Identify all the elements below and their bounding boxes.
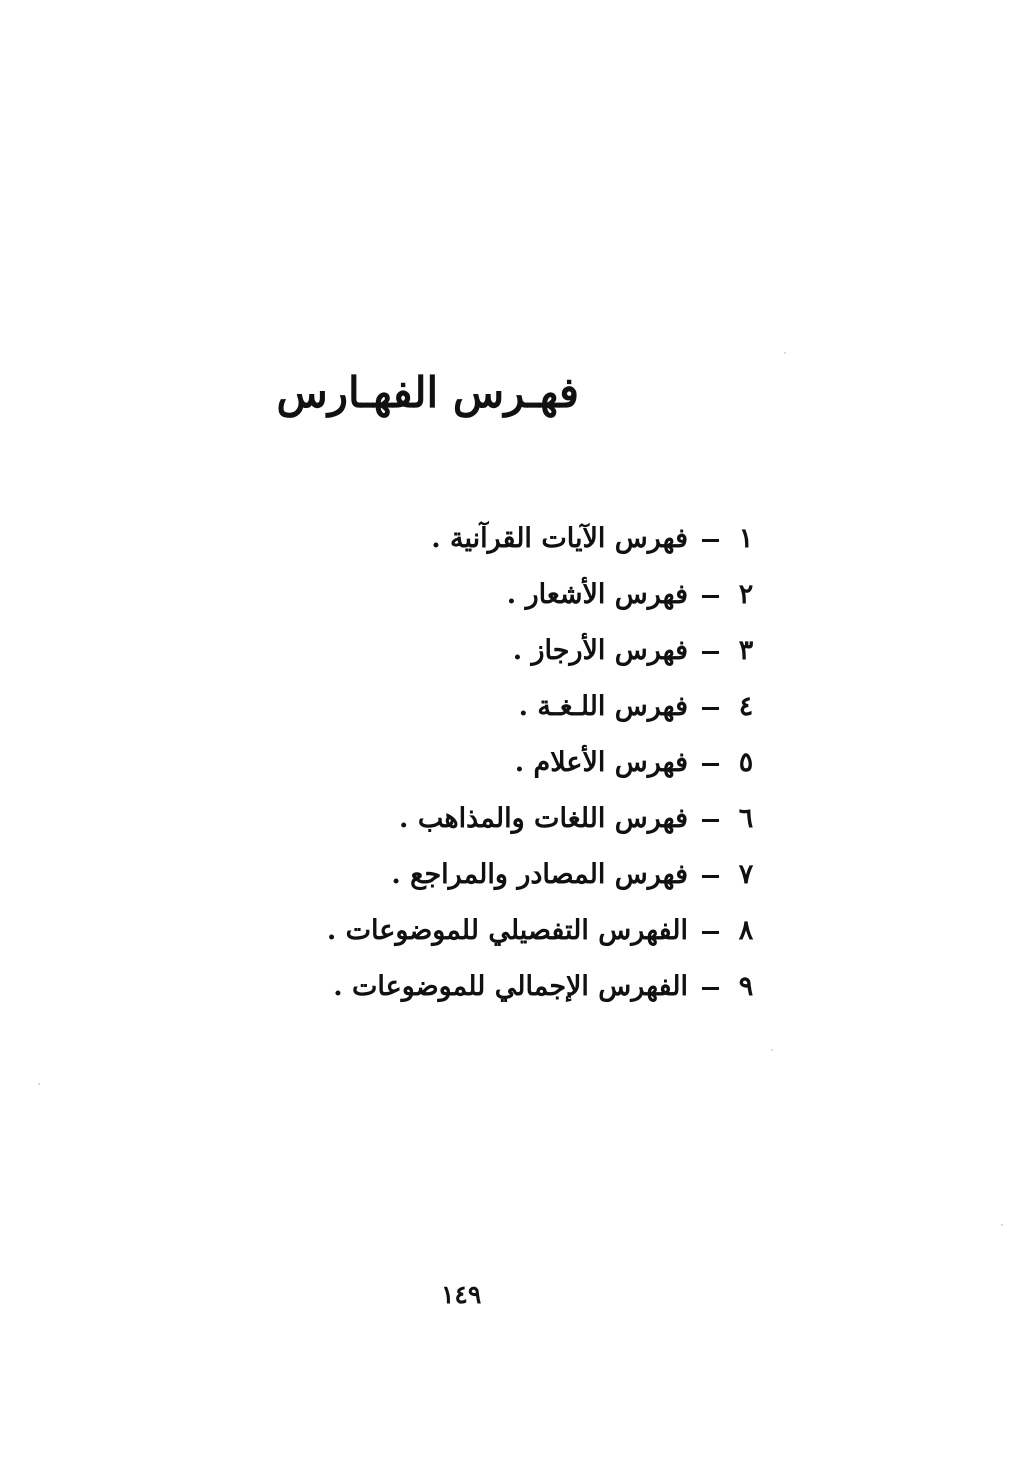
- index-item-label: الفهرس التفصيلي للموضوعات .: [326, 914, 688, 946]
- index-item-label: الفهرس الإجمالي للموضوعات .: [333, 970, 688, 1002]
- index-item-number: ٥: [738, 746, 754, 778]
- dash-separator: [702, 539, 719, 542]
- scan-speck: [771, 1049, 773, 1051]
- dash-separator: [702, 707, 719, 710]
- scan-speck: [38, 1083, 40, 1085]
- dash-separator: [702, 819, 719, 822]
- index-item-label: فهرس اللـغـة .: [518, 690, 688, 722]
- scan-speck: [784, 352, 786, 354]
- index-item-number: ٩: [738, 970, 754, 1002]
- index-item-label: فهرس الأرجاز .: [512, 634, 688, 666]
- index-item-number: ٧: [738, 858, 754, 890]
- index-item-number: ٢: [738, 578, 754, 610]
- page-title: فهـرس الفهـارس: [276, 368, 579, 417]
- page-number: ١٤٩: [441, 1280, 482, 1309]
- index-item: [327, 790, 757, 846]
- index-item-label: فهرس الأعلام .: [514, 746, 688, 778]
- index-item: [327, 902, 757, 958]
- index-item: [327, 846, 757, 902]
- index-item-label: فهرس المصادر والمراجع .: [391, 858, 688, 890]
- index-item-number: ٤: [738, 690, 754, 722]
- index-item: [327, 622, 757, 678]
- index-item: [327, 958, 757, 1014]
- index-item-label: فهرس الأشعار .: [506, 578, 688, 610]
- dash-separator: [702, 763, 719, 766]
- index-item-label: فهرس الآيات القرآنية .: [431, 522, 688, 554]
- index-item-number: ١: [738, 522, 754, 554]
- index-item: [327, 510, 757, 566]
- index-item-number: ٣: [738, 634, 754, 666]
- index-item-label: فهرس اللغات والمذاهب .: [399, 802, 688, 834]
- dash-separator: [702, 987, 719, 990]
- index-item: [327, 566, 757, 622]
- scan-speck: [1001, 1224, 1003, 1226]
- dash-separator: [702, 595, 719, 598]
- dash-separator: [702, 875, 719, 878]
- dash-separator: [702, 651, 719, 654]
- index-item: [327, 678, 757, 734]
- index-item-number: ٨: [738, 914, 754, 946]
- dash-separator: [702, 931, 719, 934]
- index-item-number: ٦: [738, 802, 754, 834]
- index-list: [327, 510, 757, 1014]
- index-item: [327, 734, 757, 790]
